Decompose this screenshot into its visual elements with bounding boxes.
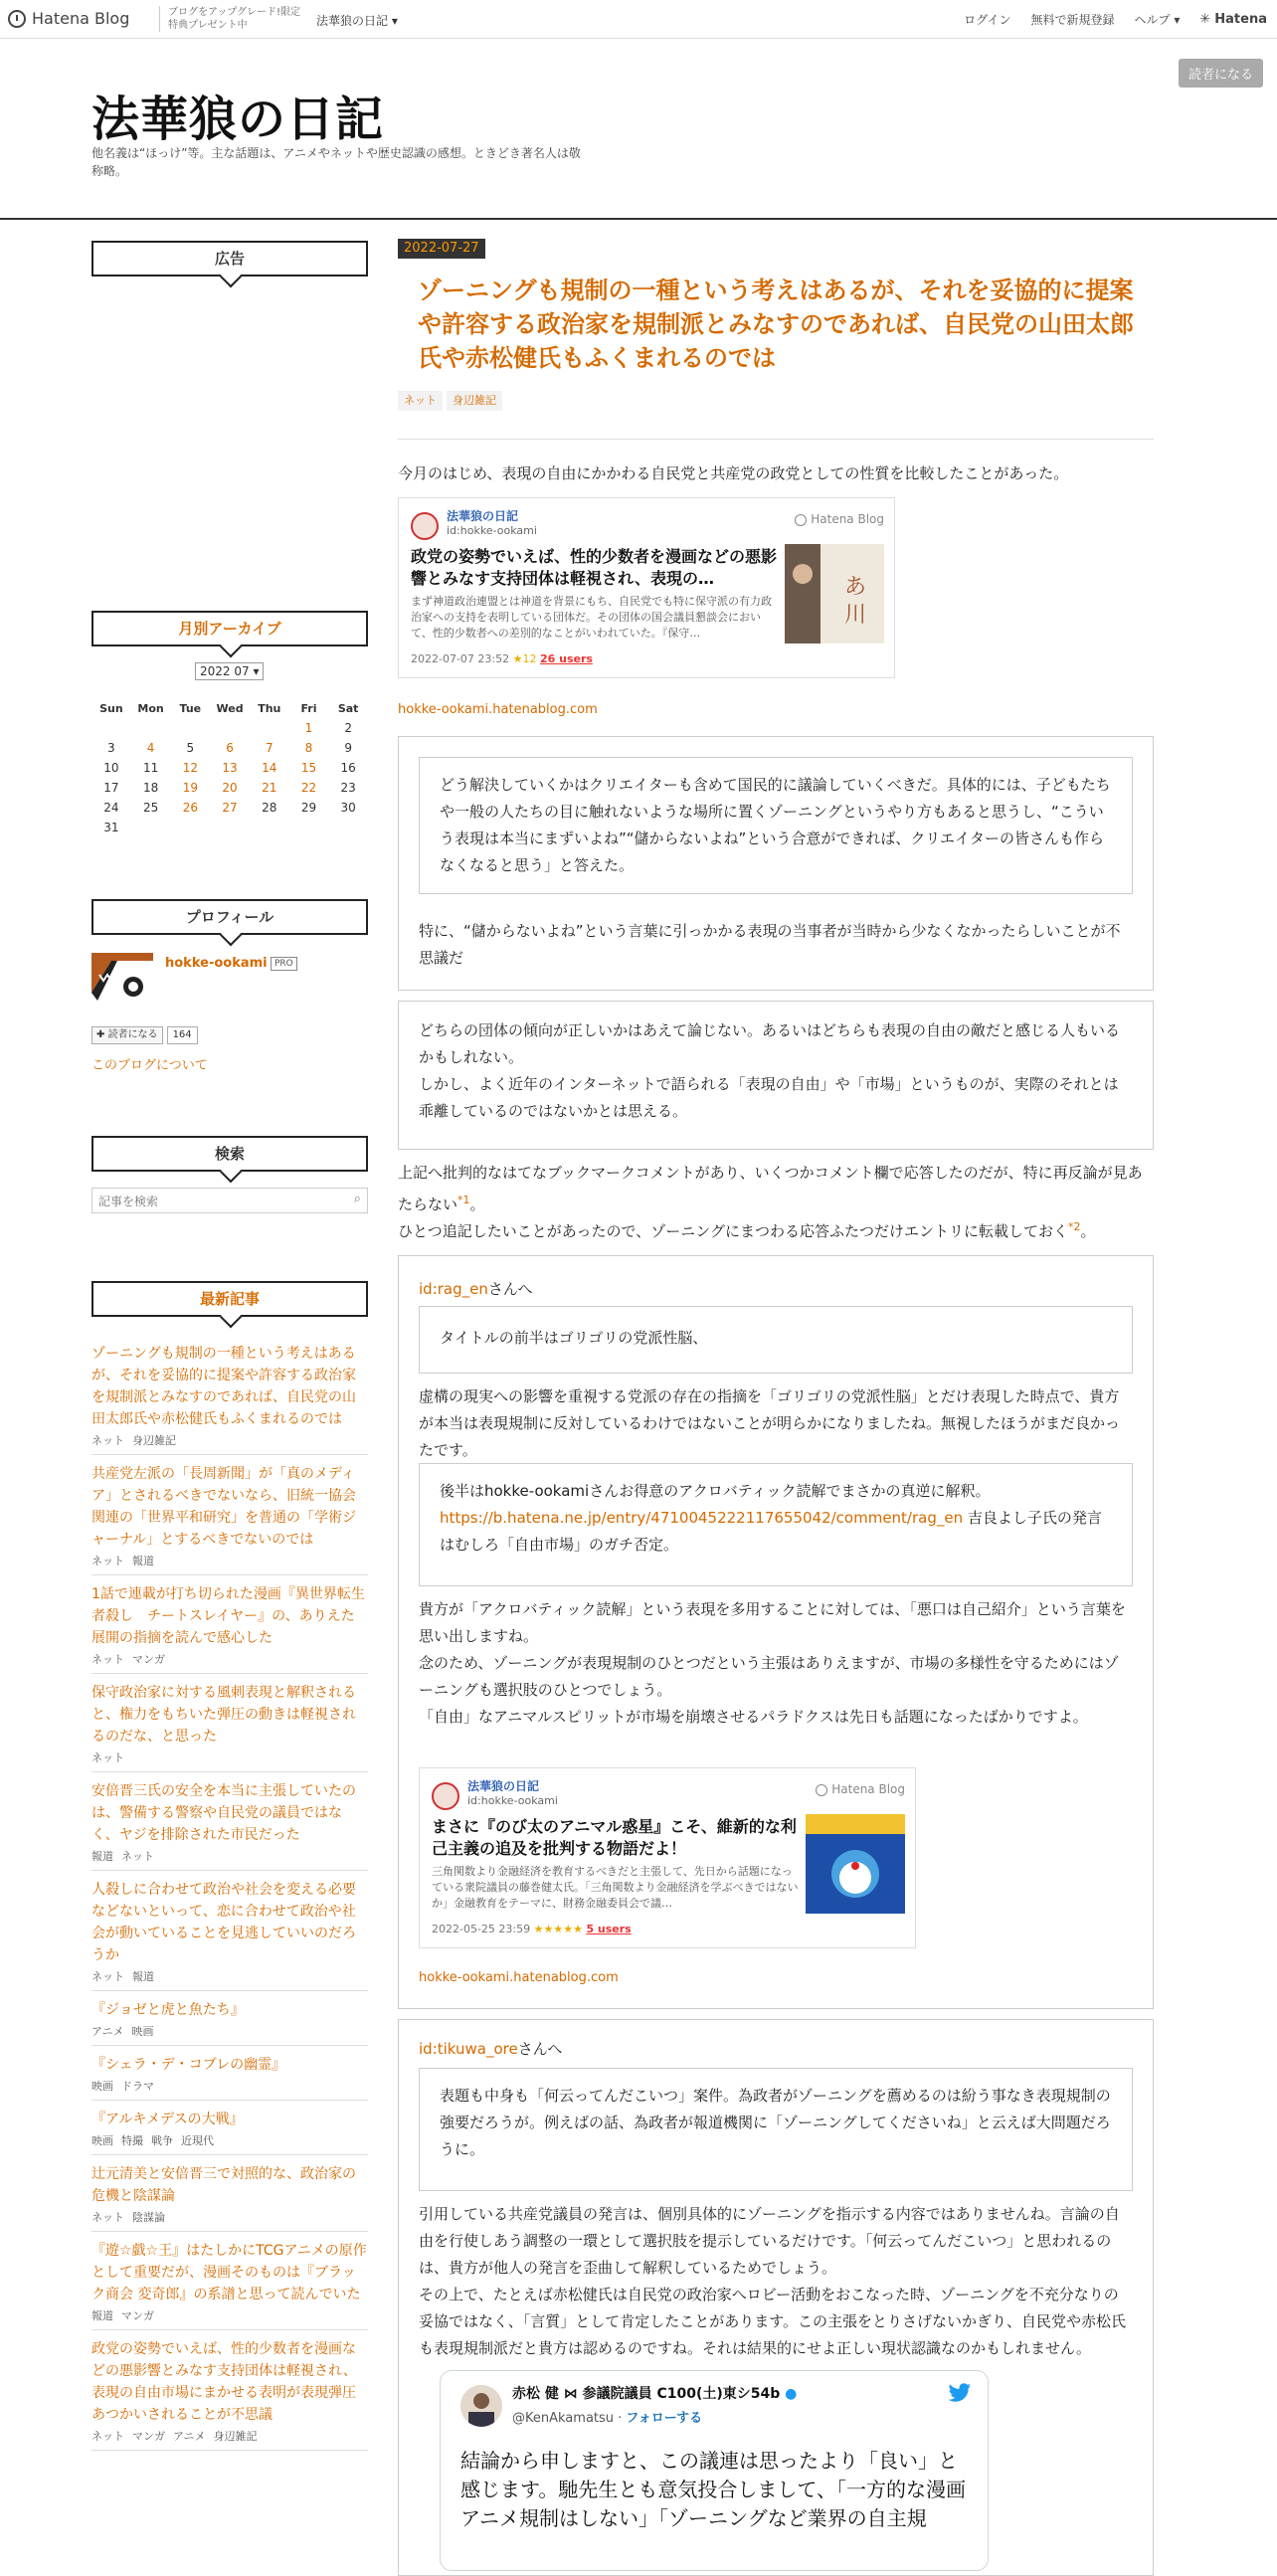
recent-entry	[91, 1575, 368, 1674]
calendar-day[interactable]: 19	[182, 781, 198, 795]
blog-avatar-icon	[411, 512, 439, 540]
reader-button[interactable]: ✚ 読者になる	[91, 1026, 163, 1044]
about-blog-link[interactable]: このブログについて	[91, 1058, 208, 1073]
blog-card[interactable]	[398, 497, 895, 678]
reply-1-quote-a: タイトルの前半はゴリゴリの党派性脳、	[419, 1306, 1133, 1374]
pro-badge: PRO	[271, 957, 297, 971]
follow-button[interactable]: フォローする	[626, 2411, 703, 2426]
blog-header	[0, 39, 1277, 220]
calendar-day: 28	[262, 801, 277, 815]
calendar-day: 29	[300, 801, 317, 815]
entry-date[interactable]: 2022-07-27	[398, 239, 485, 259]
weekday-label: Fri	[300, 701, 317, 715]
note-section	[398, 1001, 1154, 1150]
category-link[interactable]: 映画	[131, 2025, 154, 2038]
card-date: 2022-07-07 23:52	[411, 652, 510, 665]
archive-month-select[interactable]: 2022 07 ▾	[195, 662, 264, 680]
calendar-day: 18	[142, 781, 159, 795]
person-icon	[460, 2385, 502, 2427]
reply-1-quote-b-text-2: 吉良よし子氏の発言はむしろ「自由市場」のガチ否定。	[440, 1509, 1102, 1554]
category-link[interactable]: ネット	[91, 1434, 124, 1447]
recent-entry-categories	[91, 1749, 368, 1765]
category-link[interactable]: ネット	[91, 1653, 124, 1666]
hatena-blog-badge	[816, 1776, 905, 1803]
bookmark-users[interactable]: 5 users	[586, 1923, 632, 1935]
calendar-day[interactable]: 14	[262, 761, 277, 775]
reply-1-body-2c: 「自由」なアニマルスピリットが市場を崩壊させるパラドクスは先日も話題になったばかりですよ。	[419, 1708, 1088, 1726]
recent-entry	[91, 1674, 368, 1772]
reply-1-body-2a: 貴方が「アクロバティック読解」という表現を多用することに対しては、「悪口は自己紹介」という言葉を思い出しますね。	[419, 1600, 1126, 1645]
recent-entry	[91, 1991, 368, 2046]
recent-entry-title[interactable]: 安倍晋三氏の安全を本当に主張していたのは、警備する警察や自民党の議員ではなく、ヤジを排除された市民だった	[91, 1783, 356, 1843]
category-link[interactable]: 映画	[91, 2080, 113, 2093]
category-link[interactable]: ネット	[121, 1850, 154, 1863]
help-menu[interactable]: ヘルプ ▾	[1134, 13, 1181, 27]
calendar-day: 24	[103, 801, 119, 815]
category-link[interactable]: ネット	[91, 1751, 124, 1764]
card-blog-name: 法華狼の日記	[447, 509, 519, 523]
calendar-day[interactable]: 20	[222, 781, 238, 795]
recent-entry-title[interactable]: 『遊☆戯☆王』はたしかにTCGアニメの原作として重要だが、漫画そのものは『ブラック商会 変奇郎』の系譜と思って読んでいた	[91, 2243, 367, 2302]
reply-section-1	[398, 1255, 1154, 2009]
caret-down-icon: ▾	[391, 14, 398, 28]
profile-name[interactable]: hokke-ookami	[165, 956, 268, 971]
signup-link[interactable]: 無料で新規登録	[1030, 13, 1115, 27]
recent-entry-title[interactable]: 1話で連載が打ち切られた漫画『異世界転生者殺し チートスレイヤー』の、ありえた展開の指摘を読んで感心した	[91, 1586, 365, 1646]
divider	[398, 439, 1154, 440]
recent-entry	[91, 2046, 368, 2101]
reply-1-quote-b-text: 後半はhokke-ookamiさんお得意のアクロバティック読解でまさかの真逆に解釈。	[440, 1482, 991, 1500]
quote-section	[398, 736, 1154, 991]
calendar-empty-cell	[328, 818, 368, 837]
footnote-1-link[interactable]: *1	[457, 1194, 470, 1206]
recent-entry	[91, 2155, 368, 2232]
reply-2-quote: 表題も中身も「何云ってんだこいつ」案件。為政者がゾーニングを薦めるのは紛う事なき表現規制の強要だろうが。例えばの話、為政者が報道機関に「ゾーニングしてくださいね」と云えば大問題だろうに。	[419, 2068, 1133, 2191]
reply-2-suffix: さんへ	[517, 2040, 563, 2058]
card-blog-name: 法華狼の日記	[467, 1779, 540, 1793]
thumbnail-image-icon	[785, 544, 884, 644]
weekday-label: Sun	[99, 701, 123, 715]
calendar-empty-cell	[250, 818, 289, 837]
badge-text: Hatena Blog	[831, 1782, 905, 1796]
entry-tag[interactable]: ネット	[398, 391, 443, 411]
recent-entry-categories	[91, 2132, 368, 2148]
reader-count: 164	[167, 1026, 198, 1044]
card-meta	[411, 651, 593, 667]
search-box	[91, 1188, 368, 1213]
calendar-day: 9	[344, 741, 352, 755]
global-header	[0, 0, 1277, 39]
calendar-empty-cell	[131, 818, 171, 837]
entry-tag[interactable]: 身辺雑記	[447, 391, 502, 411]
paragraph-1	[398, 1160, 1154, 1218]
hatena-blog-icon	[795, 514, 807, 526]
blog-title[interactable]: 法華狼の日記	[91, 92, 385, 147]
card-thumbnail	[785, 544, 884, 644]
recent-entry	[91, 1335, 368, 1455]
category-link[interactable]: マンガ	[132, 1653, 165, 1666]
recent-entry-title[interactable]: 人殺しに合わせて政治や社会を変える必要などないといって、恋に合わせて政治や社会が動いていることを見逃していいのだろうか	[91, 1882, 356, 1963]
category-link[interactable]: ネット	[91, 2211, 124, 2224]
card-thumbnail	[806, 1814, 905, 1914]
calendar-empty-cell	[250, 718, 289, 738]
recent-entry-title[interactable]: 『アルキメデスの大戦』	[91, 2112, 244, 2127]
subscribe-button[interactable]: 読者になる	[1179, 59, 1263, 88]
calendar-day[interactable]: 4	[146, 741, 155, 755]
reply-2-heading	[419, 2036, 562, 2063]
tweet-avatar	[460, 2385, 502, 2427]
calendar-day[interactable]: 6	[226, 741, 234, 755]
blog-description: 他名義は“ほっけ”等。主な話題は、アニメやネットや歴史認識の感想。ときどき著名人は敬称略。	[91, 146, 581, 178]
blog-menu-label: 法華狼の日記	[316, 14, 389, 28]
category-link[interactable]: 報道	[91, 1850, 113, 1863]
logo-text: Hatena Blog	[32, 9, 130, 28]
calendar-empty-cell	[131, 718, 171, 738]
category-link[interactable]: 報道	[132, 1970, 154, 1983]
recent-entry-categories	[91, 1968, 368, 1984]
category-link[interactable]: 身辺雑記	[132, 1434, 176, 1447]
archive-select-value: 2022 07	[200, 664, 250, 678]
reply-1-body-2	[419, 1596, 1133, 1731]
hatena-blog-badge	[795, 506, 884, 533]
card-source-link[interactable]: hokke-ookami.hatenablog.com	[398, 702, 598, 717]
reply-1-suffix: さんへ	[487, 1280, 533, 1298]
category-link[interactable]: マンガ	[121, 2309, 154, 2322]
recent-entry-title[interactable]: 『ジョゼと虎と魚たち』	[91, 2002, 245, 2018]
category-link[interactable]: 身辺雑記	[213, 2430, 258, 2443]
footnote-2-link[interactable]: *2	[1067, 1220, 1081, 1233]
profile-heading: プロフィール	[91, 899, 368, 935]
calendar-empty-cell	[210, 718, 250, 738]
recent-entry-categories	[91, 1432, 368, 1448]
archive-calendar	[91, 698, 368, 837]
tweet-author-name: 赤松 健 ⋈ 参議院議員 C100(土)東シ54b	[512, 2386, 781, 2402]
calendar-day: 17	[103, 781, 119, 795]
recent-entries-list	[91, 1335, 368, 2451]
recent-entry-title[interactable]: 辻元清美と安倍晋三で対照的な、政治家の危機と陰謀論	[91, 2166, 356, 2204]
recent-entry-title[interactable]: 共産党左派の「長周新聞」が「真のメディア」とされるべきでないなら、旧統一協会関連の「世界平和研究」を普通の「学術ジャーナル」とするべきでないのでは	[91, 1466, 356, 1548]
tweet-author	[512, 2381, 797, 2408]
search-heading: 検索	[91, 1136, 368, 1172]
calendar-day[interactable]: 7	[265, 741, 274, 755]
recent-entry	[91, 1871, 368, 1991]
intro-paragraph: 今月のはじめ、表現の自由にかかわる自民党と共産党の政党としての性質を比較したことがあった。	[398, 464, 1069, 482]
calendar-day[interactable]: 21	[262, 781, 277, 795]
blog-card-2[interactable]	[419, 1767, 916, 1948]
badge-text: Hatena Blog	[811, 512, 884, 526]
tweet-handle-row: @KenAkamatsu · フォローする	[512, 2411, 703, 2426]
reader-button-label: 読者になる	[107, 1029, 158, 1040]
category-link[interactable]: アニメ	[91, 2025, 124, 2038]
bookmark-users[interactable]: 26 users	[539, 652, 593, 665]
card-date: 2022-05-25 23:59	[432, 1923, 531, 1935]
card-meta	[432, 1922, 632, 1937]
category-link[interactable]: ドラマ	[121, 2080, 154, 2093]
blog-avatar-icon	[432, 1782, 459, 1810]
hatena-blog-icon	[816, 1784, 827, 1796]
recent-entry-categories	[91, 1553, 368, 1568]
star-count: ★12	[512, 652, 537, 665]
card-title: まさに『のび太のアニマル惑星』こそ、維新的な利己主義の追及を批判する物語だよ！	[432, 1817, 797, 1858]
ad-heading: 広告	[91, 241, 368, 276]
calendar-day[interactable]: 26	[182, 801, 198, 815]
reply-1-body-2b: 念のため、ゾーニングが表現規制のひとつだという主張はありえますが、市場の多様性を守るためにはゾーニングも選択肢のひとつでしょう。	[419, 1654, 1119, 1699]
reply-2-body-2: その上で、たとえば赤松健氏は自民党の政治家へロビー活動をおこなった時、ゾーニングを不充分なりの妥協ではなく、「言質」として肯定したことがあります。この主張をとりさげないかぎり、自民党や赤松氏も表現規制派だと貴方は認めるのですね。それは結果的にせよ正しい現状認識なのかもしれません。	[419, 2286, 1127, 2357]
recent-entry-categories	[91, 2307, 368, 2323]
paragraph-2-end: 。	[1080, 1222, 1096, 1240]
card-2-source-link[interactable]: hokke-ookami.hatenablog.com	[419, 1970, 619, 1985]
recent-entry-categories	[91, 2428, 368, 2444]
reply-2-body-1: 引用している共産党議員の発言は、個別具体的にゾーニングを指示する内容ではありませんね。言論の自由を行使しあう調整の一環として選択肢を提示しているだけです。「何云ってんだこいつ」と思われるのは、貴方が他人の発言を歪曲して解釈しているためでしょう。	[419, 2205, 1120, 2277]
tweet-handle: @KenAkamatsu	[512, 2411, 615, 2426]
quote-comment: 特に、“儲からないよね”という言葉に引っかかる表現の当事者が当時から少なくなかったらしいことが不思議だ	[419, 922, 1121, 967]
profile-avatar-icon	[91, 953, 153, 1014]
category-link[interactable]: ネット	[91, 2430, 124, 2443]
hatena-logo[interactable]	[1199, 12, 1267, 27]
help-label: ヘルプ	[1134, 13, 1171, 27]
hatena-star-icon: ✳	[1199, 12, 1211, 27]
card-summary: まず神道政治連盟とは神道を背景にもち、自民党でも特に保守派の有力政治家への支持を表明している団体だ。その団体の国会議員懇談会において、性的少数者への差別的なことがいわれていた。『保守…	[411, 595, 772, 640]
weekday-label: Tue	[179, 701, 202, 715]
card-title: 政党の姿勢でいえば、性的少数者を漫画などの悪影響とみなす支持団体は軽視され、表現の…	[411, 547, 778, 588]
verified-icon: ●	[785, 2386, 798, 2402]
entry-tags	[398, 386, 506, 413]
svg-text:川: 川	[844, 603, 867, 628]
recent-entry-categories	[91, 2078, 368, 2094]
blockquote: どう解決していくかはクリエイターも含めて国民的に議論していくべきだ。具体的には、子どもたちや一般の人たちの目に触れないような場所に置くゾーニングというやり方もあると思うし、“こういう表現は本当にまずいよね”“儲からないよね”という合意ができれば、クリエイターの皆さんも作らなくなると思う」と答えた。	[419, 757, 1133, 894]
twitter-bird-icon	[948, 2383, 972, 2412]
category-link[interactable]: ネット	[91, 1555, 124, 1567]
recent-entry	[91, 2232, 368, 2330]
calendar-day: 5	[186, 741, 195, 755]
card-summary: 三角関数より金融経済を教育するべきだと主張して、先日から話題になっている衆院議員の藤巻健太氏。「三角関数より金融経済を学ぶべきではないか」金融教育をテーマに、財務金融委員会で議…	[432, 1865, 799, 1910]
category-link[interactable]: マンガ	[132, 2430, 165, 2443]
recent-entry-title[interactable]: 『シェラ・デ・コブレの幽霊』	[91, 2057, 286, 2073]
category-link[interactable]: 映画	[91, 2134, 113, 2147]
hatena-blog-logo[interactable]	[8, 9, 129, 28]
recent-entry-title[interactable]: ゾーニングも規制の一種という考えはあるが、それを妥協的に提案や許容する政治家を規制派とみなすのであれば、自民党の山田太郎氏や赤松健氏もふくまれるのでは	[91, 1346, 356, 1427]
reply-1-heading	[419, 1276, 533, 1303]
calendar-day[interactable]: 15	[300, 761, 317, 775]
thumbnail-image-icon	[806, 1814, 905, 1914]
recent-entry	[91, 2101, 368, 2155]
paragraph-1-text: 上記へ批判的なはてなブックマークコメントがあり、いくつかコメント欄で応答したのだが、特に再反論が見あたらない	[398, 1164, 1143, 1213]
entry-title[interactable]: ゾーニングも規制の一種という考えはあるが、それを妥協的に提案や許容する政治家を規制派とみなすのであれば、自民党の山田太郎氏や赤松健氏もふくまれるのでは	[418, 276, 1134, 372]
category-link[interactable]: ネット	[91, 1970, 124, 1983]
calendar-day: 25	[142, 801, 159, 815]
category-link[interactable]: 報道	[132, 1555, 154, 1567]
calendar-day[interactable]: 22	[300, 781, 317, 795]
reply-1-body-1: 虚構の現実への影響を重視する党派の存在の指摘を「ゴリゴリの党派性脳」とだけ表現した時点で、貴方が本当は表現規制に反対しているわけではないことが明らかになりましたね。無視したほうがまだ良かったです。	[419, 1387, 1121, 1459]
recent-entry	[91, 1455, 368, 1575]
recent-entry-categories	[91, 2023, 368, 2039]
card-blog-id: id:hokke-ookami	[447, 524, 537, 537]
calendar-day[interactable]: 8	[304, 741, 313, 755]
calendar-empty-cell	[91, 718, 131, 738]
hatena-blog-icon	[8, 10, 26, 28]
note-line-1: どちらの団体の傾向が正しいかはあえて論じない。あるいはどちらも表現の自由の敵だと感じる人もいるかもしれない。	[419, 1021, 1121, 1066]
category-link[interactable]: 近現代	[181, 2134, 214, 2147]
category-link[interactable]: 報道	[91, 2309, 113, 2322]
category-link[interactable]: 戦争	[151, 2134, 173, 2147]
category-link[interactable]: アニメ	[173, 2430, 206, 2443]
calendar-day[interactable]: 27	[222, 801, 238, 815]
category-link[interactable]: 特撮	[121, 2134, 143, 2147]
paragraph-2-text: ひとつ追記したいことがあったので、ゾーニングにまつわる応答ふたつだけエントリに転載しておく	[398, 1222, 1068, 1240]
bookmark-comment-link[interactable]: https://b.hatena.ne.jp/entry/4710045222117655042/comment/rag_en	[440, 1509, 964, 1527]
weekday-label: Wed	[216, 701, 244, 715]
weekday-label: Thu	[258, 701, 281, 715]
weekday-label: Sat	[337, 701, 359, 715]
calendar-empty-cell	[170, 818, 210, 837]
avatar[interactable]	[91, 953, 153, 1014]
calendar-empty-cell	[289, 818, 329, 837]
blog-menu-dropdown[interactable]	[316, 12, 398, 29]
tweet-text: 結論から申しますと、この議連は思ったより「良い」と感じます。馳先生とも意気投合しまして、「一方的な漫画アニメ規制はしない」「ゾーニングなど業界の自主規	[460, 2449, 966, 2530]
search-icon[interactable]: ⌕	[353, 1192, 361, 1206]
recent-entry-categories	[91, 2209, 368, 2225]
paragraph-1-end: 。	[469, 1196, 485, 1213]
recent-entry-categories	[91, 1651, 368, 1667]
reply-1-quote-b	[419, 1463, 1133, 1586]
embedded-tweet[interactable]	[440, 2370, 989, 2571]
recent-entry-title[interactable]: 政党の姿勢でいえば、性的少数者を漫画などの悪影響とみなす支持団体は軽視され、表現の自由市場にまかせる表明が表現弾圧あつかいされることが不思議	[91, 2341, 357, 2423]
recent-entry	[91, 1772, 368, 1871]
search-input[interactable]	[96, 1190, 339, 1213]
archive-heading: 月別アーカイブ	[91, 611, 368, 646]
reply-1-user-link[interactable]: id:rag_en	[419, 1280, 488, 1298]
recent-entry-categories	[91, 1848, 368, 1864]
calendar-day: 2	[344, 721, 352, 735]
note-line-2: しかし、よく近年のインターネットで語られる「表現の自由」や「市場」というものが、実際のそれとは乖離しているのではないかとは思える。	[419, 1075, 1119, 1120]
weekday-label: Mon	[137, 701, 164, 715]
calendar-day[interactable]: 13	[222, 761, 238, 775]
login-link[interactable]: ログイン	[964, 13, 1011, 27]
calendar-day: 16	[340, 761, 356, 775]
calendar-day: 23	[340, 781, 356, 795]
calendar-day: 30	[340, 801, 356, 815]
calendar-day: 11	[142, 761, 159, 775]
star-rating: ★★★★★	[533, 1923, 583, 1935]
hatena-text: Hatena	[1214, 12, 1267, 27]
calendar-empty-cell	[170, 718, 210, 738]
recent-entry-title[interactable]: 保守政治家に対する風刺表現と解釈されると、権力をもちいた弾圧の動きは軽視されるのだな、と思った	[91, 1685, 356, 1745]
category-link[interactable]: 陰謀論	[132, 2211, 165, 2224]
recent-heading: 最新記事	[91, 1281, 368, 1317]
svg-text:あ: あ	[844, 575, 867, 600]
reply-2-user-link[interactable]: id:tikuwa_ore	[419, 2040, 518, 2058]
calendar-day: 3	[107, 741, 115, 755]
recent-entry	[91, 2330, 368, 2451]
calendar-day[interactable]: 12	[182, 761, 198, 775]
upgrade-promo[interactable]: ブログをアップグレード!限定特典プレゼント中	[159, 6, 307, 32]
paragraph-2	[398, 1213, 1154, 1245]
calendar-day: 10	[103, 761, 119, 775]
calendar-empty-cell	[210, 818, 250, 837]
calendar-day: 31	[103, 821, 119, 834]
calendar-day[interactable]: 1	[304, 721, 313, 735]
card-blog-id: id:hokke-ookami	[467, 1794, 558, 1807]
